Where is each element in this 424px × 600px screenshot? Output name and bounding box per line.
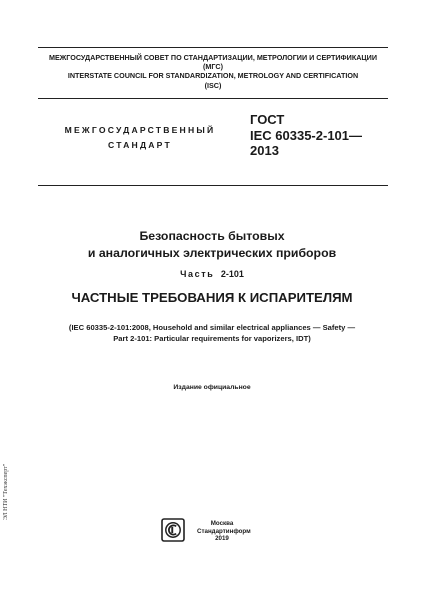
part-number: 2-101 — [220, 269, 244, 279]
standartinform-logo — [161, 518, 185, 542]
reference-line2: Part 2-101: Particular requirements for vaporizers, IDT) — [113, 333, 311, 343]
main-title: ЧАСТНЫЕ ТРЕБОВАНИЯ К ИСПАРИТЕЛЯМ — [71, 290, 353, 305]
council-en-abbr: (ISC) — [204, 80, 222, 90]
council-ru-name: МЕЖГОСУДАРСТВЕННЫЙ СОВЕТ ПО СТАНДАРТИЗАЦИИ, МЕТРОЛОГИИ И СЕРТИФИКАЦИИ — [48, 53, 378, 62]
document-title — [0, 228, 424, 262]
publisher-city: Москва — [210, 520, 234, 527]
council-ru-abbr: (МГС) — [203, 62, 223, 72]
part-line — [0, 268, 424, 280]
designation-line2: IEC 60335-2-101— — [250, 127, 363, 143]
designation-line1: ГОСТ — [250, 112, 285, 127]
standard-kind — [50, 123, 230, 153]
council-block — [38, 53, 388, 90]
council-en-name: INTERSTATE COUNCIL FOR STANDARDIZATION, METROLOGY AND CERTIFICATION — [67, 71, 359, 81]
standard-kind-line2: СТАНДАРТ — [108, 140, 172, 150]
publisher-block — [197, 520, 251, 543]
title-line2: и аналогичных электрических приборов — [87, 246, 337, 260]
designation-line3: 2013 — [250, 143, 279, 158]
reference-line1: (IEC 60335-2-101:2008, Household and similar electrical appliances — Safety — — [68, 323, 356, 332]
part-label: Часть — [180, 269, 215, 279]
publisher-name: Стандартинформ — [197, 527, 251, 535]
standard-kind-line1: МЕЖГОСУДАРСТВЕННЫЙ — [64, 125, 216, 135]
council-rule — [38, 98, 388, 99]
reference-note — [0, 323, 424, 344]
header-bottom-rule — [38, 185, 388, 186]
top-rule — [38, 47, 388, 48]
title-line1: Безопасность бытовых — [139, 229, 285, 243]
publication-year: 2019 — [215, 535, 229, 543]
side-watermark: ЭЛ НТИ "Техэксперт" — [3, 463, 9, 520]
standard-designation — [250, 112, 362, 159]
edition-label: Издание официальное — [173, 384, 251, 391]
